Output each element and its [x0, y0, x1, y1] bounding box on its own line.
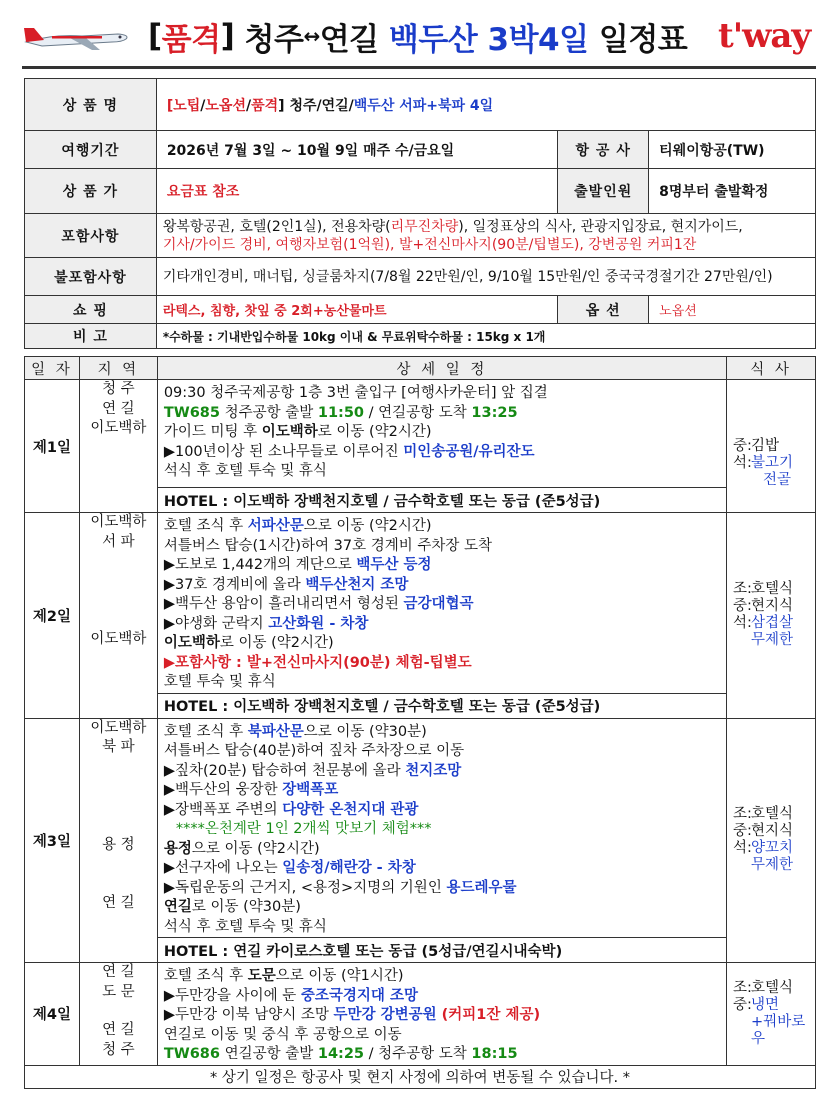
remark-value: *수하물 : 기내반입수하물 10kg 이내 & 무료위탁수하물 : 15kg x 1개 — [156, 324, 815, 349]
product-name: [노팁/노옵션/품격] 청주/연길/백두산 서파+북파 4일 — [156, 79, 815, 131]
title-suffix: 일정표 — [588, 21, 688, 58]
shopping-label: 쇼 핑 — [25, 296, 157, 324]
option-label: 옵 션 — [558, 296, 649, 324]
itinerary-table — [24, 356, 816, 1089]
product-name-label: 상 품 명 — [25, 79, 157, 131]
day4-details: 호텔 조식 후 도문으로 이동 (약1시간) ▶두만강을 사이에 둔 중조국경지대 조망 ▶두만강 이북 남양시 조망 두만강 강변공원 (커피1잔 제공) 연길로 이동 및 중식 후 공항으로 이동 TW686 연길공항 출발 14:25 / 청주공항 도착 18:15 — [157, 963, 726, 1066]
col-meal-header: 식 사 — [727, 357, 816, 380]
title-arrow: ↔ — [303, 24, 320, 48]
col-day-header: 일 자 — [25, 357, 80, 380]
title-bracket-open: [ — [148, 18, 162, 54]
footer-notice: * 상기 일정은 항공사 및 현지 사정에 의하여 변동될 수 있습니다. * — [25, 1065, 816, 1088]
departure-label: 출발인원 — [558, 169, 649, 214]
header-divider — [22, 66, 816, 69]
day3-details: 호텔 조식 후 북파산문으로 이동 (약30분) 셔틀버스 탑승(40분)하여 짚차 주차장으로 이동 ▶짚차(20분) 탑승하여 천문봉에 올라 천지조망 ▶백두산의 웅장한 장백폭포 ▶장백폭포 주변의 다양한 온천지대 관광 ****온천계란 1인 2개씩 맛보기 체험*** 용정으로 이동 (약2시간) ▶선구자에 나오는 일송정/해란강 - 차창 ▶독립운동의 근거지, <용정>지명의 기원인 용드레우물 연길로 이동 (약30분) 석식 후 호텔 투숙 및 휴식 — [157, 718, 726, 938]
day4-meals: 조: 호텔식 중: 냉면 +꿔바로우 — [727, 963, 816, 1066]
day2-hotel: HOTEL : 이도백하 장백천지호텔 / 금수학호텔 또는 동급 (준5성급) — [157, 693, 726, 718]
day1-label: 제1일 — [25, 380, 80, 513]
day2-regions: 이도백하 서 파 이도백하 — [79, 513, 157, 719]
day3-meals: 조: 호텔식 중: 현지식 석: 양꼬치 무제한 — [727, 718, 816, 963]
title-route: 청주 — [244, 21, 304, 58]
day3-hotel: HOTEL : 연길 카이로스호텔 또는 동급 (5성급/연길시내숙박) — [157, 938, 726, 963]
day1-hotel: HOTEL : 이도백하 장백천지호텔 / 금수학호텔 또는 동급 (준5성급) — [157, 488, 726, 513]
title-tag: 품격 — [161, 21, 221, 58]
page-title — [148, 14, 687, 58]
option-value: 노옵션 — [649, 296, 816, 324]
title-destination: 백두산 3박4일 — [388, 21, 589, 58]
remark-label: 비 고 — [25, 324, 157, 349]
included-label: 포함사항 — [25, 214, 157, 258]
page-header — [0, 0, 835, 70]
col-region-header: 지 역 — [79, 357, 157, 380]
day2-label: 제2일 — [25, 513, 80, 719]
shopping-value: 라텍스, 침향, 찻잎 중 2회+농산물마트 — [156, 296, 557, 324]
price-label: 상 품 가 — [25, 169, 157, 214]
title-bracket-close: ] — [220, 18, 245, 54]
title-route2: 연길 — [319, 21, 389, 58]
day3-regions: 이도백하 북 파 용 정 연 길 — [79, 718, 157, 963]
airline-value: 티웨이항공(TW) — [649, 131, 816, 169]
day4-regions: 연 길 도 문 연 길 청 주 — [79, 963, 157, 1066]
day4-label: 제4일 — [25, 963, 80, 1066]
airline-label: 항 공 사 — [558, 131, 649, 169]
excluded-label: 불포함사항 — [25, 258, 157, 296]
col-detail-header: 상 세 일 정 — [157, 357, 726, 380]
period-label: 여행기간 — [25, 131, 157, 169]
airplane-icon — [22, 20, 132, 54]
day1-details: 09:30 청주국제공항 1층 3번 출입구 [여행사카운터] 앞 집결 TW685 청주공항 출발 11:50 / 연길공항 도착 13:25 가이드 미팅 후 이도백하로 이동 (약2시간) ▶100년이상 된 소나무들로 이루어진 미인송공원/유리잔도 석식 후 호텔 투숙 및 휴식 — [157, 380, 726, 488]
day2-meals: 조: 호텔식 중: 현지식 석: 삼겹살 무제한 — [727, 513, 816, 719]
departure-value: 8명부터 출발확정 — [649, 169, 816, 214]
day1-meals: 중: 김밥 석: 불고기 전골 — [727, 380, 816, 513]
day3-label: 제3일 — [25, 718, 80, 963]
day2-details: 호텔 조식 후 서파산문으로 이동 (약2시간) 셔틀버스 탑승(1시간)하여 37호 경계비 주차장 도착 ▶도보로 1,442개의 계단으로 백두산 등정 ▶37호 경계비에 올라 백두산천지 조망 ▶백두산 용암이 흘러내리면서 형성된 금강대협곡 ▶야생화 군락지 고산화원 - 차창 이도백하로 이동 (약2시간) ▶포함사항 : 발+전신마사지(90분) 체험-팁별도 호텔 투숙 및 휴식 — [157, 513, 726, 694]
included-value: 왕복항공권, 호텔(2인1실), 전용차량(리무진차량), 일정표상의 식사, 관광지입장료, 현지가이드, 기사/가이드 경비, 여행자보험(1억원), 발+전신마사지(90분/팁별도), 강변공원 커피1잔 — [156, 214, 815, 258]
day1-regions: 청 주 연 길 이도백하 — [79, 380, 157, 513]
price-value: 요금표 참조 — [156, 169, 557, 214]
period-value: 2026년 7월 3일 ~ 10월 9일 매주 수/금요일 — [156, 131, 557, 169]
product-info-table — [24, 78, 816, 349]
tway-logo: t'way — [718, 16, 811, 56]
excluded-value: 기타개인경비, 매너팁, 싱글룸차지(7/8월 22만원/인, 9/10월 15만원/인 중국국경절기간 27만원/인) — [156, 258, 815, 296]
